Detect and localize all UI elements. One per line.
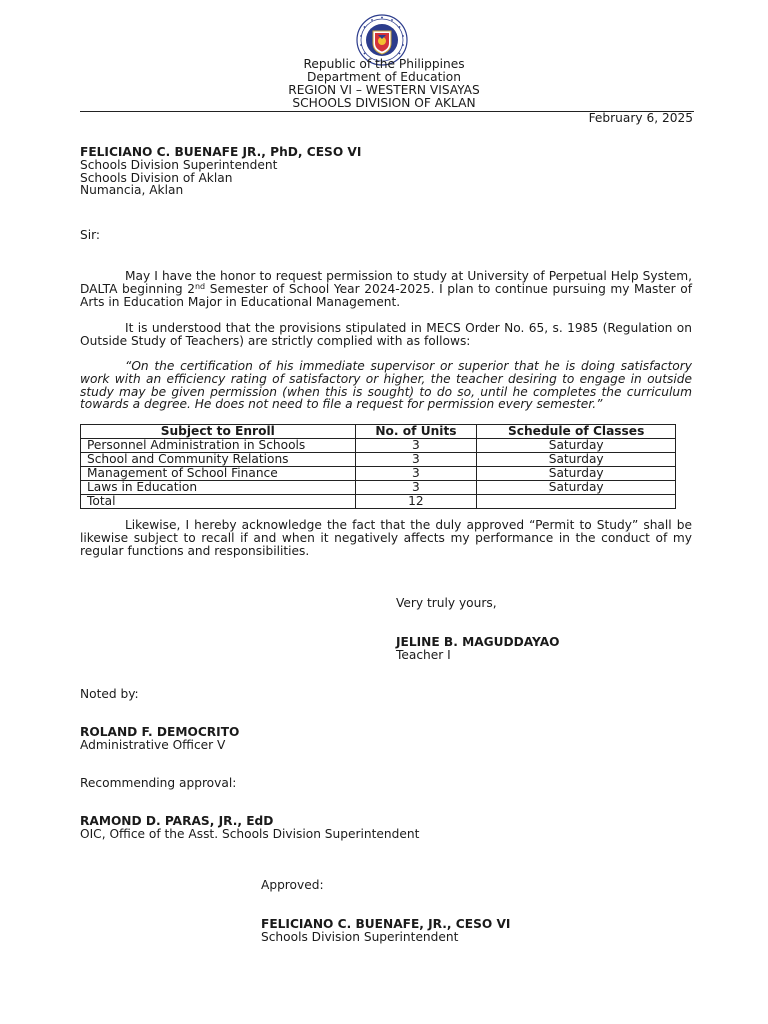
subject-cell: Management of School Finance (81, 467, 356, 481)
addressee-title: Schools Division Superintendent (80, 157, 278, 172)
addressee-block (80, 146, 361, 197)
acknowledgement-text: Likewise, I hereby acknowledge the fact that the duly approved “Permit to Study” shall be likewise subject to recall if and when it negatively affects my performance in the conduct of my regular functions and responsibilities. (80, 518, 692, 558)
column-header-units: No. of Units (355, 425, 477, 439)
letterhead-division: SCHOOLS DIVISION OF AKLAN (292, 96, 476, 110)
subjects-table (80, 424, 676, 509)
ordinal-suffix: nd (194, 281, 206, 291)
request-text-a: May I have the honor to request permission to study at University of Perpetual Help System, DALTA beginning 2 (80, 269, 692, 296)
letterhead-region: REGION VI – WESTERN VISAYAS (288, 83, 480, 97)
letterhead-department: Department of Education (307, 70, 461, 84)
noted-block (80, 726, 239, 752)
approved-name: FELICIANO C. BUENAFE, JR., CESO VI (261, 917, 511, 931)
units-cell: 3 (355, 481, 477, 495)
units-cell: 3 (355, 467, 477, 481)
table-row (81, 439, 676, 453)
subject-cell: Personnel Administration in Schools (81, 439, 356, 453)
recommending-title: OIC, Office of the Asst. Schools Division Superintendent (80, 826, 420, 841)
approved-block (261, 918, 510, 944)
schedule-cell: Saturday (477, 481, 676, 495)
table-row (81, 481, 676, 495)
table-header-row (81, 425, 676, 439)
units-cell: 3 (355, 439, 477, 453)
sender-title: Teacher I (396, 647, 451, 662)
total-units-cell: 12 (355, 495, 477, 509)
request-text-b: Semester of School Year 2024-2025. I plan to continue pursuing my Master of Arts in Education Major in Educational Management. (80, 281, 692, 309)
units-cell: 3 (355, 453, 477, 467)
subject-cell: School and Community Relations (81, 453, 356, 467)
letterhead-republic: Republic of the Philippines (303, 57, 465, 71)
provisions-text: It is understood that the provisions stipulated in MECS Order No. 65, s. 1985 (Regulation on Outside Study of Teachers) are strictly complied with as follows: (80, 321, 692, 348)
noted-label: Noted by: (80, 687, 139, 701)
total-schedule-cell (477, 495, 676, 509)
addressee-name: FELICIANO C. BUENAFE JR., PhD, CESO VI (80, 145, 362, 159)
column-header-subject: Subject to Enroll (81, 425, 356, 439)
table-row (81, 467, 676, 481)
letterhead (0, 58, 768, 110)
addressee-location: Numancia, Aklan (80, 183, 184, 198)
noted-title: Administrative Officer V (80, 737, 226, 752)
salutation: Sir: (80, 228, 101, 242)
request-paragraph (80, 270, 692, 308)
total-label-cell: Total (81, 495, 356, 509)
recommending-label: Recommending approval: (80, 776, 237, 790)
schedule-cell: Saturday (477, 453, 676, 467)
table-row (81, 453, 676, 467)
closing: Very truly yours, (396, 596, 497, 610)
column-header-schedule: Schedule of Classes (477, 425, 676, 439)
recommending-name: RAMOND D. PARAS, JR., EdD (80, 814, 274, 828)
provisions-paragraph (80, 322, 692, 348)
acknowledgement-paragraph (80, 519, 692, 557)
approved-title: Schools Division Superintendent (261, 929, 459, 944)
schedule-cell: Saturday (477, 439, 676, 453)
recommending-block (80, 815, 419, 841)
sender-name: JELINE B. MAGUDDAYAO (396, 635, 560, 649)
sender-block (396, 636, 560, 662)
noted-name: ROLAND F. DEMOCRITO (80, 725, 240, 739)
addressee-office: Schools Division of Aklan (80, 170, 233, 185)
table-total-row (81, 495, 676, 509)
regulation-quote-text: “On the certification of his immediate supervisor or superior that he is doing satisfactory work with an efficiency rating of satisfactory or higher, the teacher desiring to engage in outside study may be given permission (when this is sought) to do so, until he completes the curriculum towards a degree. He does not need to file a request for permission every semester.” (80, 359, 692, 412)
subject-cell: Laws in Education (81, 481, 356, 495)
letter-date: February 6, 2025 (588, 111, 693, 125)
approved-label: Approved: (261, 878, 324, 892)
regulation-quote (80, 360, 692, 411)
schedule-cell: Saturday (477, 467, 676, 481)
